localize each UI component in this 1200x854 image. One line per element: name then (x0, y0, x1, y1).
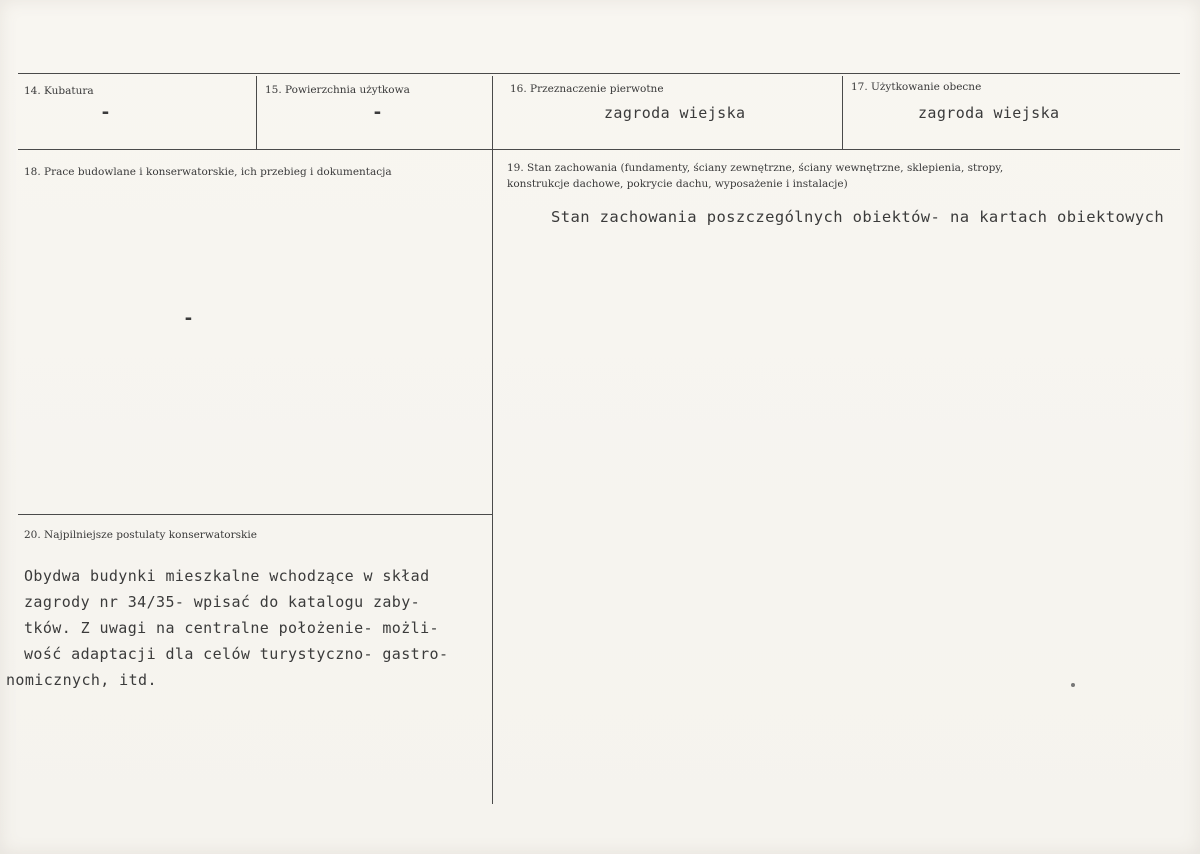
field-20-line-1: Obydwa budynki mieszkalne wchodzące w skład (24, 567, 430, 585)
field-15-value: - (372, 102, 383, 123)
row1-bottom-rule (18, 149, 1180, 150)
field-17-value: zagroda wiejska (918, 104, 1060, 122)
field-16-label: 16. Przeznaczenie pierwotne (510, 83, 664, 95)
field-20-line-3: tków. Z uwagi na centralne położenie- możli- (24, 619, 439, 637)
field-19-label-line2: konstrukcje dachowe, pokrycie dachu, wyposażenie i instalacje) (507, 178, 848, 190)
divider-15-16 (492, 76, 493, 804)
divider-16-17 (842, 76, 843, 149)
field-17-label: 17. Użytkowanie obecne (851, 81, 982, 93)
field-15-label: 15. Powierzchnia użytkowa (265, 84, 410, 96)
field-20-line-2: zagrody nr 34/35- wpisać do katalogu zaby- (24, 593, 421, 611)
field-20-line-5: nomicznych, itd. (6, 671, 157, 689)
field-14-label: 14. Kubatura (24, 85, 94, 97)
ink-speck (1071, 683, 1075, 687)
field-20-label: 20. Najpilniejsze postulaty konserwatorskie (24, 529, 257, 541)
divider-14-15 (256, 76, 257, 149)
field-20-line-4: wość adaptacji dla celów turystyczno- gastro- (24, 645, 449, 663)
field-19-value: Stan zachowania poszczególnych obiektów- na kartach obiektowych (551, 208, 1165, 226)
field-14-value: - (100, 102, 111, 123)
row2-bottom-rule (18, 514, 492, 515)
field-19-label-line1: 19. Stan zachowania (fundamenty, ściany zewnętrzne, ściany wewnętrzne, sklepienia, stropy, (507, 162, 1004, 174)
field-16-value: zagroda wiejska (604, 104, 746, 122)
field-18-label: 18. Prace budowlane i konserwatorskie, ich przebieg i dokumentacja (24, 166, 392, 178)
field-18-value: - (183, 308, 194, 329)
top-rule (18, 73, 1180, 74)
